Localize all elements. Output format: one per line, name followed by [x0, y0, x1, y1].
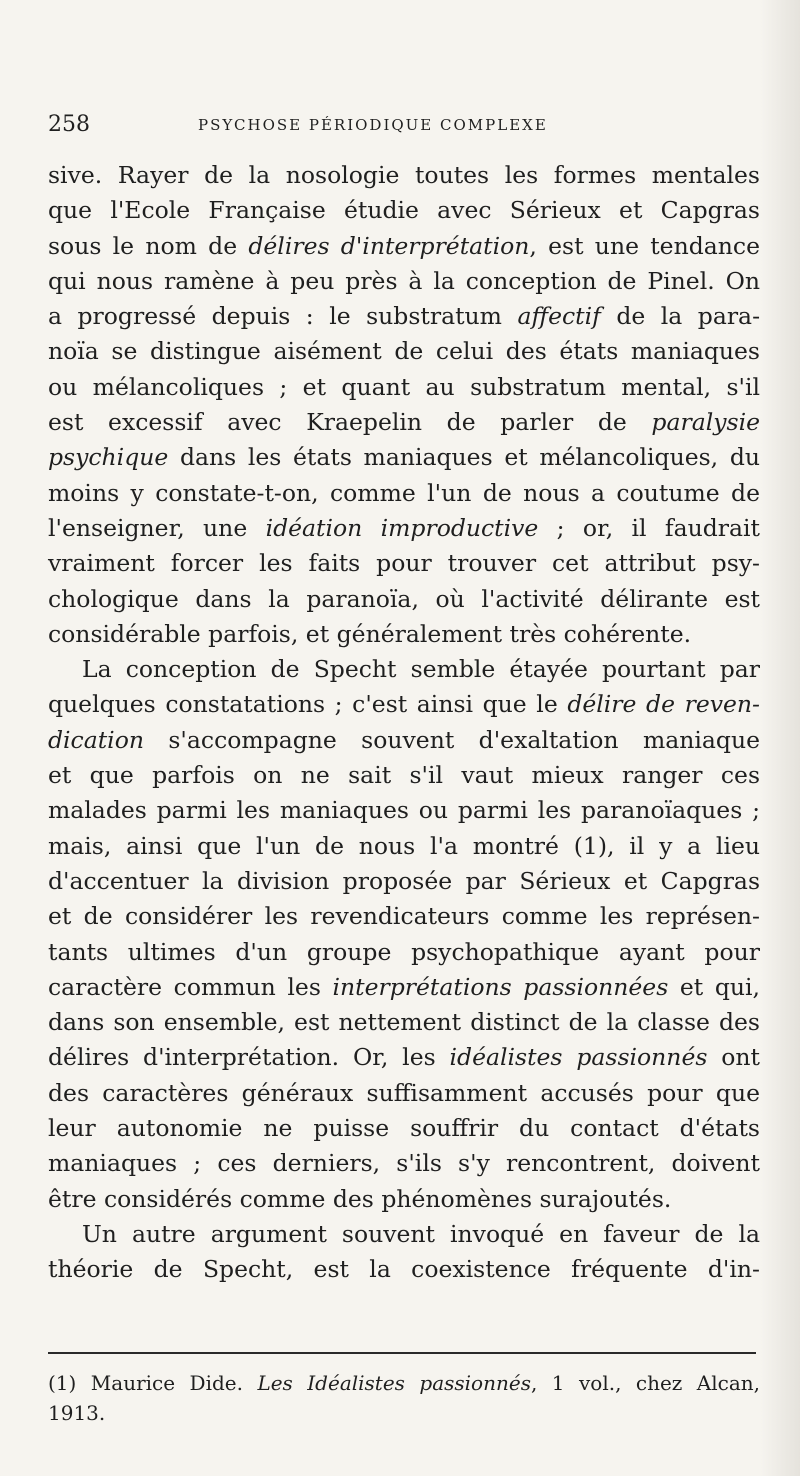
- text-line: et de considérer les revendicateurs comme les représen-: [48, 902, 760, 931]
- text-line: sous le nom de délires d'interprétation, est une tendance: [48, 231, 760, 260]
- text-line: théorie de Specht, est la coexistence fréquente d'in-: [48, 1255, 760, 1284]
- text-line: vraiment forcer les faits pour trouver cet attribut psy-: [48, 549, 760, 578]
- text-line: ou mélancoliques ; et quant au substratum mental, s'il: [48, 372, 760, 401]
- text-line: La conception de Specht semble étayée pourtant par: [82, 655, 760, 684]
- text-line: caractère commun les interprétations passionnées et qui,: [48, 972, 760, 1001]
- text-line: délires d'interprétation. Or, les idéalistes passionnés ont: [48, 1043, 760, 1072]
- page-number: 258: [48, 112, 90, 137]
- footnote-line: (1) Maurice Dide. Les Idéalistes passionnés, 1 vol., chez Alcan,: [48, 1371, 761, 1395]
- page-header: [48, 112, 760, 142]
- text-line: sive. Rayer de la nosologie toutes les formes mentales: [48, 161, 760, 189]
- page-edge-shadow: [760, 0, 800, 1476]
- text-line: maniaques ; ces derniers, s'ils s'y rencontrent, doivent: [48, 1149, 760, 1178]
- footnote-line: 1913.: [48, 1401, 106, 1425]
- text-line: quelques constatations ; c'est ainsi que le délire de reven-: [48, 690, 760, 719]
- text-line: d'accentuer la division proposée par Sérieux et Capgras: [48, 866, 760, 895]
- body-text: [48, 158, 760, 1288]
- text-line: Un autre argument souvent invoqué en faveur de la: [82, 1219, 760, 1248]
- text-line: l'enseigner, une idéation improductive ; or, il faudrait: [48, 513, 760, 542]
- text-line: et que parfois on ne sait s'il vaut mieux ranger ces: [48, 761, 760, 790]
- running-head: PSYCHOSE PÉRIODIQUE COMPLEXE: [198, 116, 548, 134]
- text-line: a progressé depuis : le substratum affectif de la para-: [48, 302, 761, 331]
- footnote: [48, 1368, 760, 1428]
- text-line: noïa se distingue aisément de celui des états maniaques: [48, 337, 760, 366]
- text-line: chologique dans la paranoïa, où l'activité délirante est: [48, 584, 760, 613]
- text-line: dans son ensemble, est nettement distinct de la classe des: [48, 1008, 760, 1037]
- footnote-divider: [48, 1352, 756, 1354]
- text-line: des caractères généraux suffisamment accusés pour que: [48, 1078, 760, 1107]
- text-line: est excessif avec Kraepelin de parler de paralysie: [48, 408, 760, 437]
- text-line: psychique dans les états maniaques et mélancoliques, du: [48, 443, 760, 472]
- text-line: malades parmi les maniaques ou parmi les paranoïaques ;: [48, 796, 760, 825]
- text-line: qui nous ramène à peu près à la conception de Pinel. On: [48, 266, 760, 295]
- text-line: mais, ainsi que l'un de nous l'a montré (1), il y a lieu: [48, 831, 760, 860]
- text-line: leur autonomie ne puisse souffrir du contact d'états: [48, 1114, 760, 1143]
- text-line: dication s'accompagne souvent d'exaltation maniaque: [48, 725, 760, 754]
- text-line: tants ultimes d'un groupe psychopathique ayant pour: [48, 937, 760, 966]
- text-line: moins y constate-t-on, comme l'un de nous a coutume de: [48, 478, 760, 507]
- text-line: que l'Ecole Française étudie avec Sérieux et Capgras: [48, 196, 760, 225]
- text-line: considérable parfois, et généralement très cohérente.: [48, 619, 692, 648]
- text-line: être considérés comme des phénomènes surajoutés.: [48, 1184, 672, 1213]
